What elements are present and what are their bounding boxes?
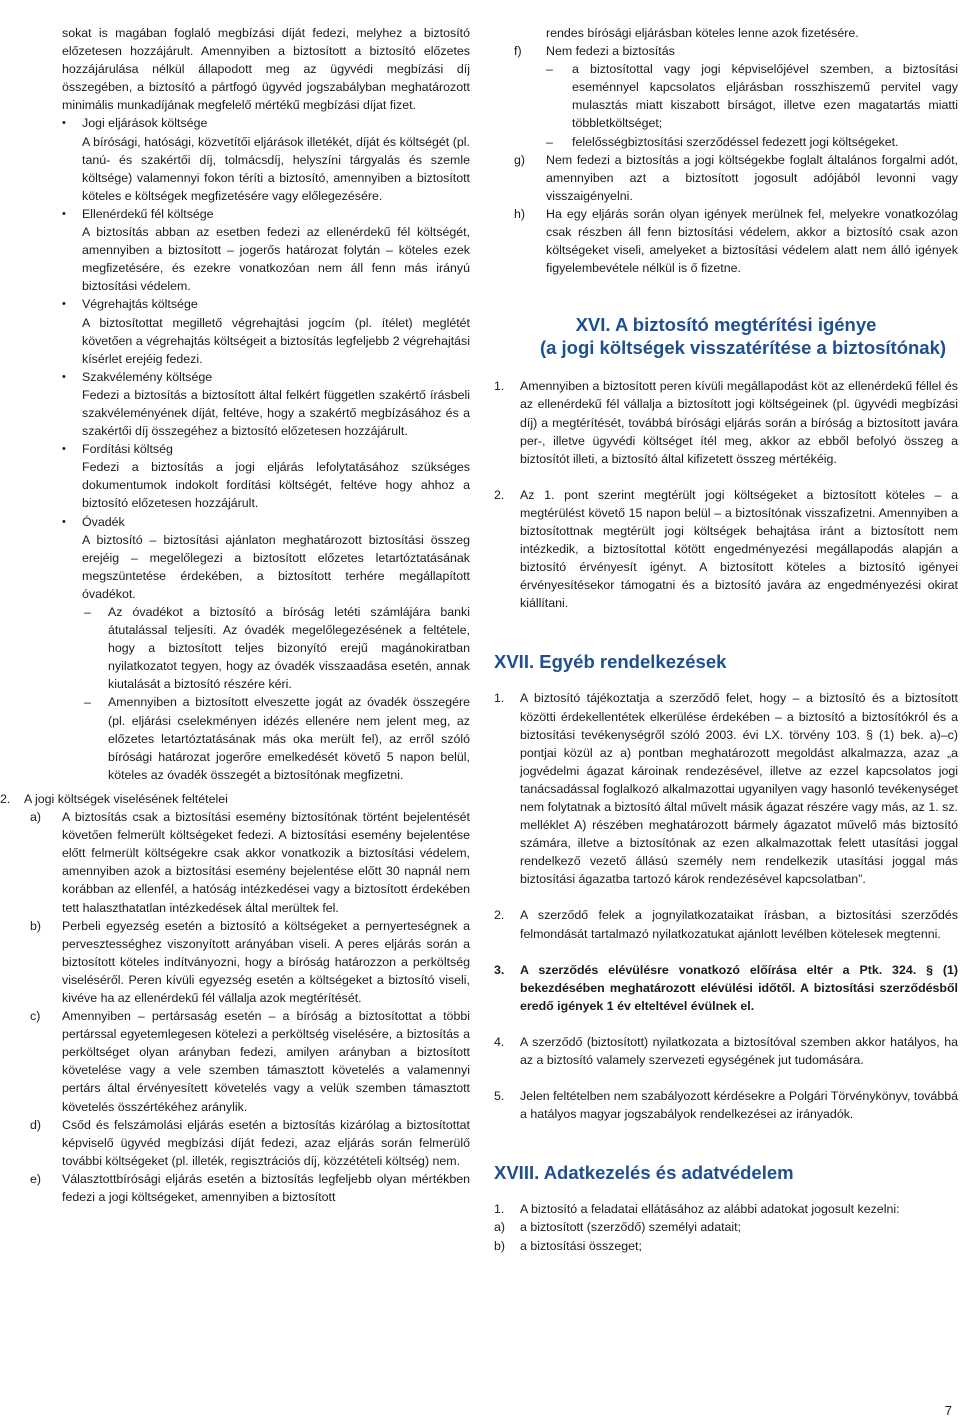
- item-label: e): [30, 1171, 42, 1186]
- item-label: h): [514, 206, 526, 221]
- section-title: A jogi költségek viselésének feltételei: [24, 791, 228, 806]
- item-text: a biztosítási összeget;: [520, 1238, 642, 1253]
- item-text: Amennyiben – pertársaság esetén – a bíróság a biztosítottat a többi pertárssal egyetemlegesen kötelezi a perköltség viselésére, a biztosítás a perköltséget olyan arányban fedezi, amilyen arányban a biztosított követelése vagy a vele szemben támasztott követelés a valamennyi pertárs által érvényesített követelés vagy a velük szemben támasztott követelés összértékéhez aránylik.: [62, 1009, 470, 1114]
- item-text: Választottbírósági eljárás esetén a biztosítás legfeljebb olyan mértékben fedezi a jogi költségeket, amennyiben a biztosított: [62, 1171, 470, 1204]
- item-text: Ha egy eljárás során olyan igények merülnek fel, melyekre vonatkozólag csak részben áll fenn biztosítási védelem, akkor a biztosító csak azon költségeket viseli, amelyeket a biztosítási védelem alatt nem álló igények figyelembevétele nélkül is ő fizetne.: [546, 206, 958, 276]
- item-number: 2.: [494, 487, 505, 502]
- item-text: Csőd és felszámolási eljárás esetén a biztosítás kizárólag a biztosítottat képviselő ügyvéd megbízási díját fedezi, azaz eljárás során felmerülő további költségeket (pl. illeték, regisztrációs díj, közzétételi költség) nem.: [62, 1117, 470, 1168]
- item-text: A biztosító tájékoztatja a szerződő felet, hogy – a biztosító és a biztosított közötti érdekellentétek elkerülése érdekében – a biztosító a biztosítókról és a biztosítási tevékenységről szóló 2003. évi LX. törvény 103. § (1) bek. a)–c) pontjai közül az a) pontban meghatározott megoldást alkalmazza, azaz „a jogvédelmi ágazat károinak rendezésével, illetve az ezzel kapcsolatos jogi tanácsadással foglalkozó alkalmazottai ugyanilyen vagy hasonló tevékenységet nem folytatnak a biztosító által művelt másik ágazat részére vagy más, az 1. sz. melléklet A) részében meghatározott bármely ágazatot művelő más biztosító számára, illetve a biztosítónak az ezen alkalmazottak felett utasítási joggal rendelkező vezető állású személy nem rendelkezik utasítási joggal más biztosítási ágazatba tartozó károk rendezésével kapcsolatban”.: [520, 691, 958, 887]
- section-xvii-heading: XVII. Egyéb rendelkezések: [494, 651, 727, 673]
- intro-paragraph: sokat is magában foglaló megbízási díját fedezi, melyhez a biztosító előzetesen hozzájárult. Amennyiben a biztosított a biztosító előzetes hozzájárulása nélkül állapodott meg az ügyvédi megbízási díj összegében, a biztosító a pártfogó ügyvéd jogszabályban meghatározott minimális munkadíjának megfelelő mértékű megbízási díjat fizet.: [62, 26, 470, 113]
- item-text: Jelen feltételben nem szabályozott kérdésekre a Polgári Törvénykönyv, továbbá a hatályos magyar jogszabályok rendelkezései az irányadók.: [520, 1089, 958, 1122]
- dash-item: [494, 133, 958, 151]
- heading-line: (a jogi költségek visszatérítése a biztosítónak): [539, 337, 947, 359]
- item-number: 5.: [494, 1089, 505, 1104]
- dash-icon: –: [84, 695, 91, 710]
- page-number: 7: [944, 1403, 952, 1418]
- condition-item: [494, 205, 958, 277]
- item-number: 4.: [494, 1034, 505, 1049]
- condition-item: [0, 1116, 470, 1170]
- item-label: c): [30, 1009, 41, 1024]
- condition-item: [494, 151, 958, 205]
- bullet-icon: •: [62, 515, 66, 528]
- item-number: 1.: [494, 379, 505, 394]
- bullet-text: Fedezi a biztosítás a jogi eljárás lefolytatásához szükséges dokumentumok indokolt fordítási költségét, feltéve hogy ahhoz a biztosító előzetesen hozzájárult.: [82, 460, 470, 511]
- section-number: 2.: [0, 791, 11, 806]
- bullet-text: A biztosítás abban az esetben fedezi az ellenérdekű fél költségét, amennyiben a biztosított – jogerős határozat folytán – köteles ezek megfizetésére, és ezekre vonatkozóan nem áll fenn más irányú biztosítási védelem.: [82, 225, 470, 294]
- numbered-item: [494, 377, 958, 467]
- dash-icon: –: [546, 134, 553, 149]
- bullet-text: A bírósági, hatósági, közvetítői eljárások illetékét, díját és költségét (pl. tanú- és szakértői díj, tolmácsdíj, helyszíni tárgyalás és szemle költsége) valamennyi fokon téríti a biztosító, amennyiben a biztosított köteles e költségek megfizetésére vagy előlegezésére.: [82, 134, 470, 203]
- item-text: Amennyiben a biztosított peren kívüli megállapodást köt az ellenérdekű féllel és az ellenérdekű fél vállalja a biztosított jogi költségeinek (pl. ügyvédi megbízási díj) a megtérítését, továbbá bírósági eljárás során a bíróság a biztosított javára per-, illetve ügyvédi költséget ítél meg, akkor az ebből befolyó összeg a biztosítót illeti, a biztosító által kifizetett összeg mértékéig.: [520, 379, 958, 466]
- item-number: 1.: [494, 691, 505, 706]
- item-label: a): [30, 810, 42, 825]
- section-xvi-heading: [494, 313, 958, 359]
- item-label: f): [514, 44, 522, 59]
- bullet-icon: •: [62, 443, 66, 456]
- bullet-item: [62, 114, 470, 204]
- bullet-text: Fedezi a biztosítás a biztosított által felkért független szakértő írásbeli szakvéleményének díját, feltéve, hogy a szakértő megbízásához és a szakértői díj összegéhez a biztosító előzetesen hozzájárult.: [82, 387, 470, 439]
- item-text: Nem fedezi a biztosítás a jogi költségekbe foglalt általános forgalmi adót, amennyiben azt a biztosított jogosult adójából levonni vagy visszaigényelni.: [546, 152, 958, 203]
- dash-item: [494, 60, 958, 132]
- bullet-item: [62, 205, 470, 295]
- condition-item: [0, 1170, 470, 1206]
- item-number: 1.: [494, 1202, 505, 1217]
- numbered-item: [494, 689, 958, 888]
- bullet-title: Jogi eljárások költsége: [82, 116, 208, 131]
- item-text: A szerződés elévülésre vonatkozó előírása eltér a Ptk. 324. § (1) bekezdésében meghatározott elévülési időtől. A biztosítási szerződésből eredő igények 1 év elteltével évülnek el.: [520, 962, 958, 1013]
- left-column: [0, 24, 470, 1206]
- item-label: b): [494, 1238, 506, 1253]
- item-text: a biztosított (szerződő) személyi adatait;: [520, 1220, 742, 1235]
- continued-text: rendes bírósági eljárásban köteles lenne azok fizetésére.: [546, 26, 859, 40]
- bullet-icon: •: [62, 370, 66, 383]
- bullet-item: [62, 368, 470, 440]
- bullet-title: Fordítási költség: [82, 442, 173, 457]
- item-label: d): [30, 1117, 42, 1132]
- numbered-item: [494, 1033, 958, 1069]
- dash-text: felelősségbiztosítási szerződéssel fedezett jogi költségeket.: [572, 134, 899, 149]
- dash-item: [62, 603, 470, 693]
- section-2-heading: [0, 790, 470, 808]
- bullet-icon: •: [62, 117, 66, 130]
- item-text: A szerződő (biztosított) nyilatkozata a biztosítóval szemben akkor hatályos, ha az a biztosító valamely szervezeti egységének jut tudomására.: [520, 1034, 958, 1068]
- numbered-item: [494, 1087, 958, 1123]
- condition-item: [0, 808, 470, 917]
- right-column: [494, 24, 958, 1255]
- condition-item: [0, 1007, 470, 1116]
- dash-text: Az óvadékot a biztosító a bíróság letéti számlájára banki átutalással teljesíti. Az óvadék megelőlegezésének a feltétele, hogy a biztosított teljes bizonyító erejű magánokiratban nyilatkozatot tegyen, hogy az óvadék visszaadása esetén, annak kiutalását a biztosító részére kéri.: [108, 605, 470, 692]
- item-text: A biztosító a feladatai ellátásához az alábbi adatokat jogosult kezelni:: [520, 1202, 900, 1217]
- bullet-title: Óvadék: [82, 514, 125, 529]
- item-label: a): [494, 1220, 506, 1235]
- sub-item: [494, 1218, 958, 1236]
- heading-line: XVI. A biztosító megtérítési igénye: [575, 314, 877, 336]
- dash-icon: –: [84, 605, 91, 619]
- item-label: g): [514, 152, 526, 167]
- item-text: Nem fedezi a biztosítás: [546, 44, 675, 59]
- bullet-item: [62, 513, 470, 784]
- item-label: b): [30, 918, 42, 933]
- bullet-item: [62, 440, 470, 512]
- bullet-icon: •: [62, 298, 66, 311]
- numbered-item-bold: [494, 961, 958, 1015]
- numbered-item: [494, 906, 958, 942]
- numbered-item: [494, 486, 958, 613]
- item-text: Perbeli egyezség esetén a biztosító a költségeket a pernyerteségnek a pervesztességhez viszonyított arányában viseli. A peres eljárás során a biztosított köteles indítványozni, hogy a bíróság határozzon a perköltség viseléséről. Peren kívüli egyezség esetén a költségeket a biztosító viseli, kivéve ha az ellenérdekű fél vállalja azok megtérítését.: [62, 918, 470, 1005]
- numbered-item: [494, 1200, 958, 1218]
- item-number: 3.: [494, 962, 505, 977]
- bullet-text: A biztosító – biztosítási ajánlaton meghatározott biztosítási összeg erejéig – megelőlegezi a biztosított előzetes letartóztatásának megszüntetése érdekében, a biztosított terhére megállapított óvadékot.: [82, 532, 470, 601]
- bullet-title: Ellenérdekű fél költsége: [82, 206, 214, 221]
- item-number: 2.: [494, 908, 505, 923]
- dash-icon: –: [546, 62, 553, 77]
- dash-text: Amennyiben a biztosított elveszette jogát az óvadék összegére (pl. eljárási cselekményen idézés ellenére nem jelent meg, az előzetes letartóztatásának más oka merült fel), az erről szóló bírósági határozat jogerőre emelkedését követő 5 napon belül, köteles az óvadék összegét a biztosítónak megfizetni.: [108, 695, 470, 782]
- bullet-item: [62, 295, 470, 367]
- bullet-icon: •: [62, 207, 66, 220]
- bullet-text: A biztosítottat megillető végrehajtási jogcím (pl. ítélet) meglétét követően a végrehajtás költségeit a biztosítás legfeljebb 2 végrehajtási kísérlet erejéig fedezi.: [82, 315, 470, 366]
- condition-item: [494, 42, 958, 60]
- condition-item: [0, 917, 470, 1007]
- dash-item: [62, 693, 470, 783]
- bullet-title: Végrehajtás költsége: [82, 297, 198, 312]
- item-text: A biztosítás csak a biztosítási esemény biztosítónak történt bejelentését követően felmerült költségeket fedezi. A biztosítási esemény bejelentése előtt felmerült költségekre csak akkor vonatkozik a biztosítási védelem, amennyiben azok a biztosítási esemény bejelentése előtt 30 napnál nem korábban az ellenfél, a hatóság intézkedései vagy a biztosított érdekében tett halaszthatatlan intézkedések által merültek fel.: [62, 810, 470, 915]
- dash-text: a biztosítottal vagy jogi képviselőjével szemben, a biztosítási eseménnyel kapcsolatos eljárásban rosszhiszemű pervitel vagy mulasztás miatt kiszabott bírságot, illetve ezen magatartás miatti többletköltséget;: [572, 62, 958, 131]
- item-text: Az 1. pont szerint megtérült jogi költségeket a biztosított köteles – a megtérülést követő 15 napon belül – a biztosítónak visszafizetni. Amennyiben a biztosítottnak megtérült jogi költségek behajtása iránt a biztosított nem intézkedik, a biztosítottal kötött engedményezési megállapodás alapján a biztosító érvényesít igényt. A biztosított köteles a biztosító igényei érvényesítésekor támogatni és a biztosító javára az engedményezési okirat kiállítani.: [520, 487, 958, 611]
- sub-item: [494, 1237, 958, 1255]
- bullet-title: Szakvélemény költsége: [82, 369, 213, 384]
- section-xviii-heading: XVIII. Adatkezelés és adatvédelem: [494, 1162, 794, 1184]
- item-text: A szerződő felek a jognyilatkozataikat írásban, a biztosítási szerződés felmondását tartalmazó nyilatkozatukat ajánlott levélben kötelesek megtenni.: [520, 908, 958, 941]
